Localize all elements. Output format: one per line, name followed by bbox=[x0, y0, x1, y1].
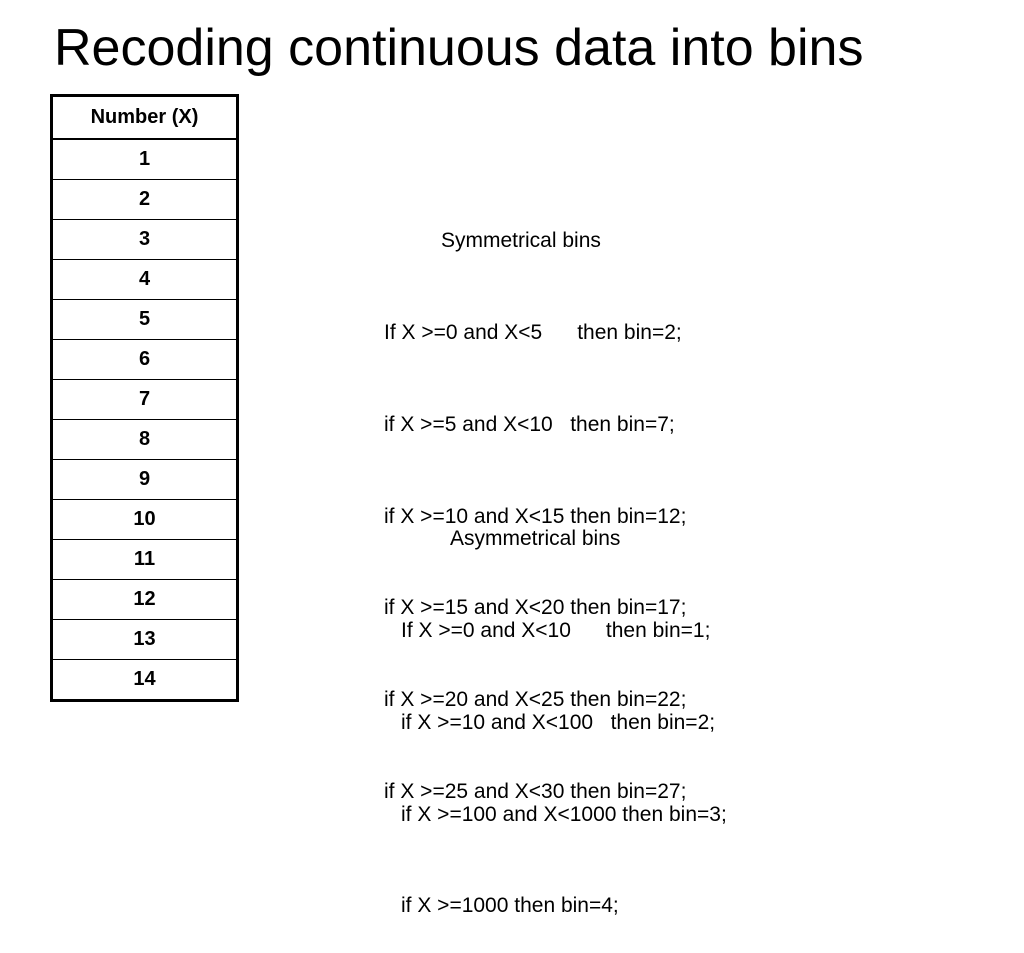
asymmetrical-bins-heading: Asymmetrical bins bbox=[450, 527, 621, 551]
table-cell: 8 bbox=[52, 420, 238, 460]
table-header-row bbox=[52, 96, 238, 140]
asymmetrical-rule-line: if X >=10 and X<100 then bin=2; bbox=[401, 710, 716, 734]
asymmetrical-rule-line: if X >=1000 then bin=4; bbox=[401, 894, 619, 918]
symmetrical-rule-line: if X >=15 and X<20 then bin=17; bbox=[384, 596, 687, 620]
asymmetrical-rule-line: If X >=0 and X<10 then bin=1; bbox=[401, 618, 711, 642]
table-row bbox=[52, 500, 238, 540]
table-cell: 6 bbox=[52, 340, 238, 380]
table-header-number-x: Number (X) bbox=[52, 96, 238, 140]
table-row bbox=[52, 180, 238, 220]
asymmetrical-rule-line: if X >=100 and X<1000 then bin=3; bbox=[401, 802, 727, 826]
table-cell: 14 bbox=[52, 660, 238, 701]
symmetrical-rule-line: if X >=10 and X<15 then bin=12; bbox=[384, 504, 687, 528]
table-cell: 12 bbox=[52, 580, 238, 620]
table-cell: 1 bbox=[52, 139, 238, 180]
table-row bbox=[52, 300, 238, 340]
symmetrical-rule-line: if X >=20 and X<25 then bin=22; bbox=[384, 688, 687, 712]
table-row bbox=[52, 620, 238, 660]
symmetrical-bins-heading: Symmetrical bins bbox=[441, 229, 601, 253]
table-cell: 4 bbox=[52, 260, 238, 300]
table-row bbox=[52, 220, 238, 260]
slide-title: Recoding continuous data into bins bbox=[54, 19, 864, 77]
symmetrical-rule-line: if X >=5 and X<10 then bin=7; bbox=[384, 412, 675, 436]
table-row bbox=[52, 340, 238, 380]
number-table bbox=[50, 94, 239, 702]
table-row bbox=[52, 380, 238, 420]
table-cell: 13 bbox=[52, 620, 238, 660]
table-cell: 2 bbox=[52, 180, 238, 220]
table-row bbox=[52, 660, 238, 701]
table-cell: 10 bbox=[52, 500, 238, 540]
table-row bbox=[52, 580, 238, 620]
table-cell: 3 bbox=[52, 220, 238, 260]
table-cell: 11 bbox=[52, 540, 238, 580]
table-row bbox=[52, 260, 238, 300]
symmetrical-rule-line: if X >=25 and X<30 then bin=27; bbox=[384, 779, 687, 803]
table-row bbox=[52, 420, 238, 460]
table-row bbox=[52, 139, 238, 180]
symmetrical-rule-line: If X >=0 and X<5 then bin=2; bbox=[384, 320, 682, 344]
table-row bbox=[52, 540, 238, 580]
table-cell: 9 bbox=[52, 460, 238, 500]
table-row bbox=[52, 460, 238, 500]
asymmetrical-bins-block bbox=[401, 463, 727, 953]
table-cell: 5 bbox=[52, 300, 238, 340]
table-cell: 7 bbox=[52, 380, 238, 420]
